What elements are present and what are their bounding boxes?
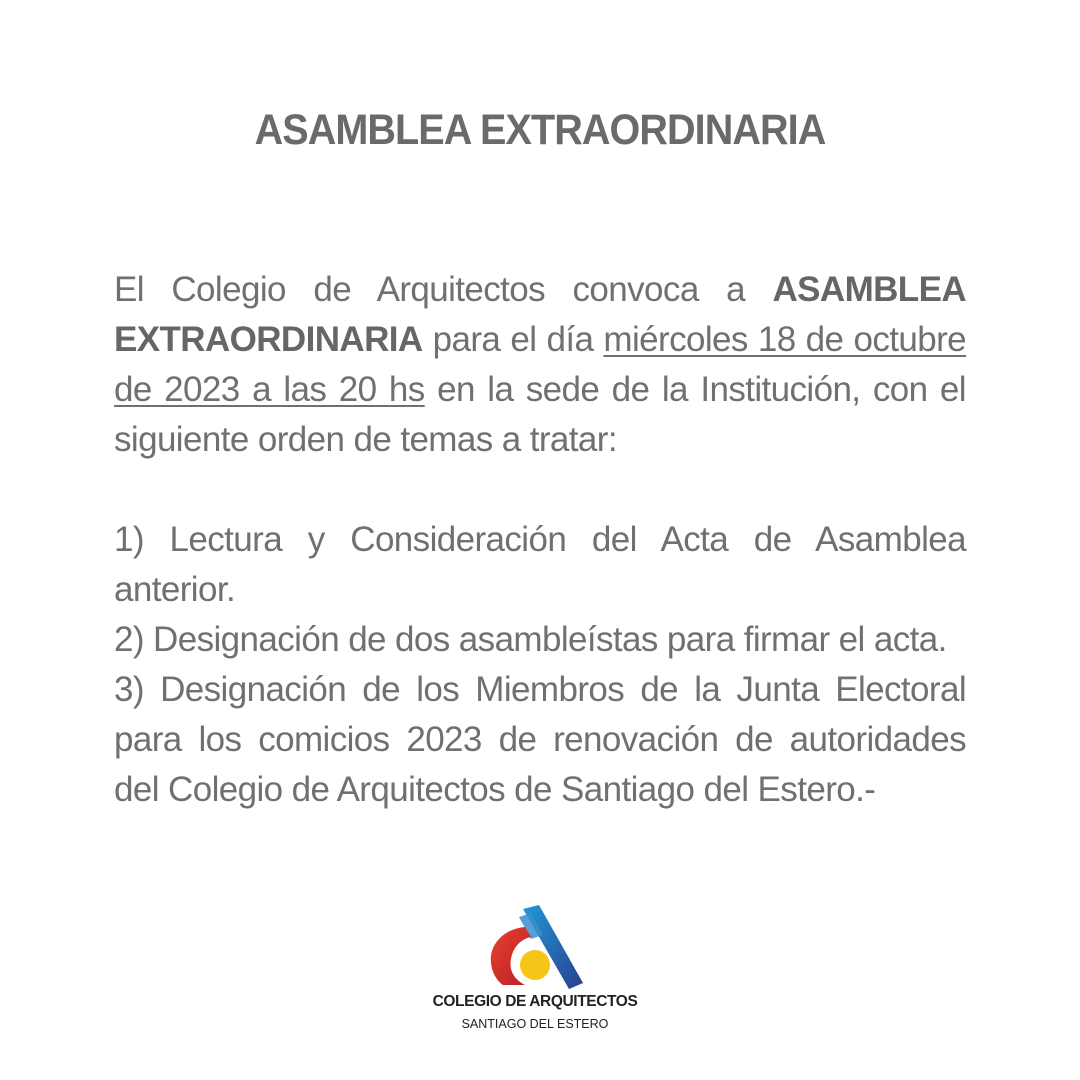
agenda-item-3: 3) Designación de los Miembros de la Junta Electoral para los comicios 2023 de renovación de autoridades del Colegio de Arquitectos de Santiago del Estero.- bbox=[114, 670, 966, 809]
announcement-body bbox=[114, 265, 966, 815]
logo-name: COLEGIO DE ARQUITECTOS bbox=[432, 993, 638, 1010]
page-title: ASAMBLEA EXTRAORDINARIA bbox=[254, 106, 826, 154]
agenda-item-1: 1) Lectura y Consideración del Acta de Asamblea anterior. bbox=[114, 520, 966, 609]
logo-subtitle: SANTIAGO DEL ESTERO bbox=[461, 1017, 609, 1031]
colegio-logo bbox=[430, 905, 650, 1045]
intro-bold: ASAMBLEA EXTRAORDINARIA bbox=[114, 270, 966, 359]
intro-text-2: para el día bbox=[422, 320, 604, 359]
intro-date: miércoles 18 de octubre de 2023 a las 20 hs bbox=[114, 320, 967, 409]
agenda-item-2: 2) Designación de dos asambleístas para firmar el acta. bbox=[114, 620, 947, 659]
intro-text-1: El Colegio de Arquitectos convoca a bbox=[114, 270, 773, 309]
colegio-logo-icon bbox=[485, 905, 585, 991]
intro-paragraph bbox=[114, 265, 966, 465]
intro-text-3: en la sede de la Institución, con el siguiente orden de temas a tratar: bbox=[114, 370, 966, 459]
